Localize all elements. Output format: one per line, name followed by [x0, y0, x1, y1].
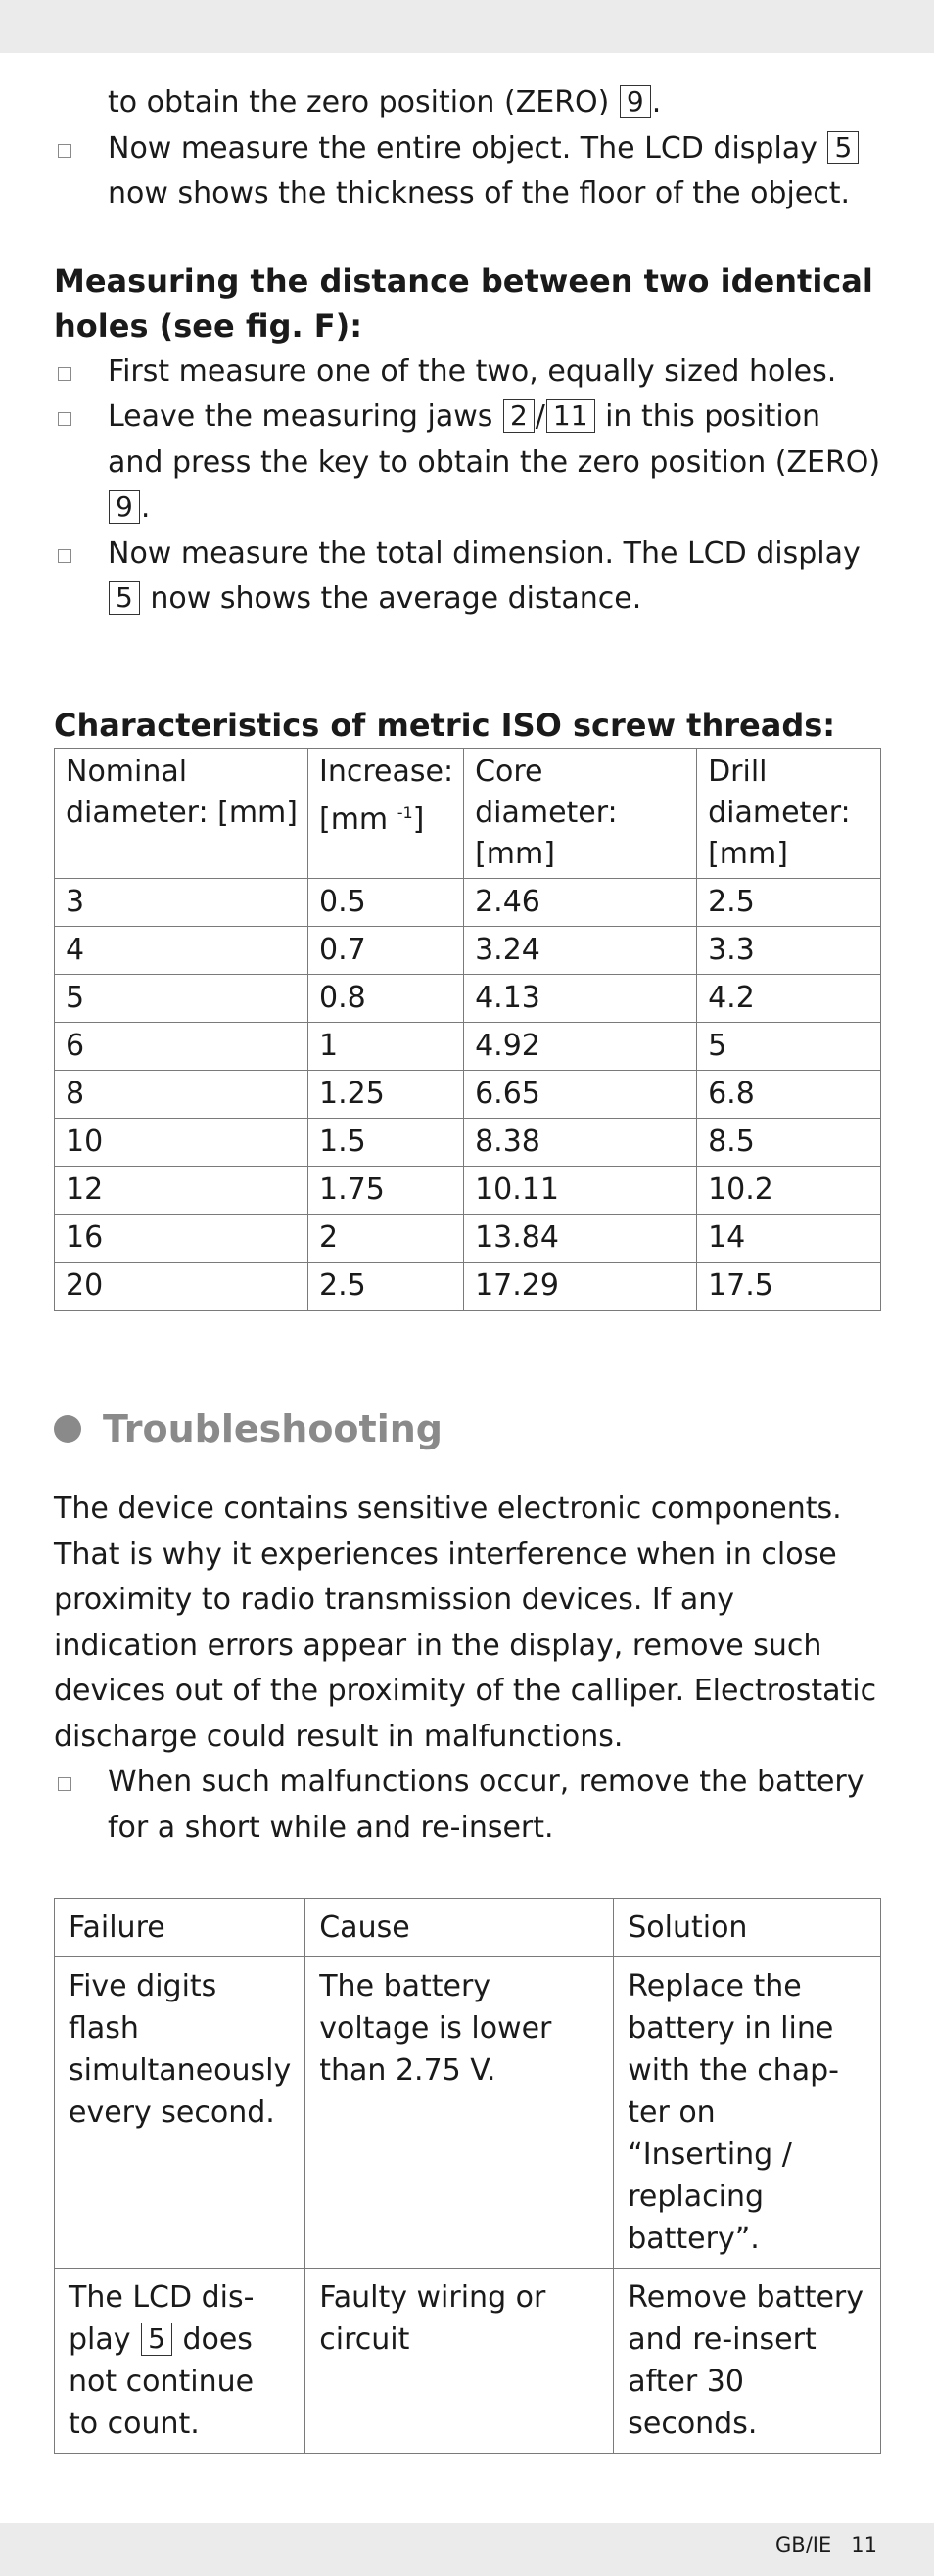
thread-cell: 4.92 [464, 1023, 697, 1071]
thread-cell: 1.25 [308, 1071, 464, 1119]
top-margin-band [0, 0, 934, 53]
failure-row [55, 2269, 881, 2454]
bullet-measure-object [54, 126, 881, 217]
solution-cell: Replace the battery in line with the chap-ter on “Inserting / replacing battery”. [614, 1957, 881, 2269]
solution-cell: Remove battery and re-insert after 30 seconds. [614, 2269, 881, 2454]
page-content [54, 80, 881, 2454]
thread-cell: 0.7 [308, 927, 464, 975]
threads-body [55, 879, 881, 1311]
bullet-text: Now measure the entire object. The LCD display [108, 130, 817, 165]
ref-5: 5 [141, 2323, 172, 2356]
thread-cell: 2.46 [464, 879, 697, 927]
checkbox-bullet-icon [58, 367, 71, 381]
checkbox-bullet-icon [58, 1777, 71, 1791]
thread-cell: 0.5 [308, 879, 464, 927]
thread-cell: 14 [697, 1215, 881, 1263]
ref-9: 9 [109, 490, 140, 524]
thread-cell: 10 [55, 1119, 308, 1167]
troubleshooting-intro: The device contains sensitive electronic components. That is why it experiences interference when in close proximity to radio transmission devices. If any indication errors appear in the display, remove such devices out of the proximity of the calliper. Electrostatic discharge could result in malfunctions. [54, 1492, 877, 1754]
thread-cell: 8.38 [464, 1119, 697, 1167]
thread-row [55, 1263, 881, 1311]
bullet-text: When such malfunctions occur, remove the battery for a short while and re-insert. [108, 1765, 864, 1845]
thread-cell: 10.2 [697, 1167, 881, 1215]
thread-cell: 13.84 [464, 1215, 697, 1263]
thread-row [55, 1023, 881, 1071]
header-cell: Drill diameter: [mm] [697, 749, 881, 879]
holes-heading: Measuring the distance between two identical holes (see fig. F): [54, 261, 873, 345]
thread-cell: 1.5 [308, 1119, 464, 1167]
continuation-line: to obtain the zero position (ZERO) 9 . [108, 85, 662, 119]
bullet-first-measure [54, 349, 881, 395]
separator: / [535, 399, 545, 434]
checkbox-bullet-icon [58, 144, 71, 158]
threads-table [54, 748, 881, 1311]
thread-row [55, 927, 881, 975]
thread-cell: 8.5 [697, 1119, 881, 1167]
thread-row [55, 1071, 881, 1119]
section-title: Troubleshooting [103, 1407, 443, 1450]
superscript: -1 [397, 804, 413, 822]
checkbox-bullet-icon [58, 549, 71, 563]
thread-cell: 17.5 [697, 1263, 881, 1311]
ref-9: 9 [620, 85, 651, 118]
thread-cell: 2.5 [308, 1263, 464, 1311]
thread-cell: 1.75 [308, 1167, 464, 1215]
ref-5: 5 [827, 131, 859, 164]
header-cause: Cause [305, 1899, 614, 1957]
failure-table [54, 1898, 881, 2454]
thread-cell: 12 [55, 1167, 308, 1215]
thread-row [55, 1119, 881, 1167]
thread-cell: 8 [55, 1071, 308, 1119]
failure-row [55, 1957, 881, 2269]
cell-text: does not continue to count. [69, 2323, 255, 2441]
checkbox-bullet-icon [58, 412, 71, 426]
bullet-dot-icon [54, 1415, 81, 1443]
header-solution: Solution [614, 1899, 881, 1957]
ref-5: 5 [109, 581, 140, 615]
thread-cell: 4.13 [464, 975, 697, 1023]
header-cell: Core diameter: [mm] [464, 749, 697, 879]
thread-row [55, 879, 881, 927]
thread-cell: 2.5 [697, 879, 881, 927]
thread-cell: 5 [697, 1023, 881, 1071]
thread-cell: 10.11 [464, 1167, 697, 1215]
thread-cell: 16 [55, 1215, 308, 1263]
page-number: GB/IE 11 [775, 2533, 877, 2556]
thread-cell: 6.65 [464, 1071, 697, 1119]
header-text: Increase: [mm [319, 755, 454, 837]
header-cell: Nominal diameter: [mm] [55, 749, 308, 879]
thread-cell: 4 [55, 927, 308, 975]
header-text: ] [412, 803, 425, 837]
thread-cell: 20 [55, 1263, 308, 1311]
bullet-text: in this position and press the key to obtain the zero position (ZERO) [108, 399, 881, 480]
cell-text: The LCD dis-play [69, 2280, 255, 2357]
thread-cell: 3 [55, 879, 308, 927]
threads-heading: Characteristics of metric ISO screw threads: [54, 706, 836, 744]
failure-header-row [55, 1899, 881, 1957]
failure-cell [55, 2269, 305, 2454]
cause-cell: Faulty wiring or circuit [305, 2269, 614, 2454]
ref-11: 11 [546, 399, 595, 433]
troubleshooting-title [54, 1404, 881, 1453]
bullet-text: now shows the thickness of the floor of the object. [108, 176, 851, 210]
bullet-text: First measure one of the two, equally sized holes. [108, 353, 837, 389]
bullet-text: Now measure the total dimension. The LCD display [108, 535, 861, 571]
thread-row [55, 1215, 881, 1263]
bullet-total-dimension [54, 531, 881, 622]
thread-cell: 0.8 [308, 975, 464, 1023]
thread-cell: 6 [55, 1023, 308, 1071]
thread-cell: 3.3 [697, 927, 881, 975]
thread-cell: 6.8 [697, 1071, 881, 1119]
continuation-text: to obtain the zero position (ZERO) [108, 85, 610, 119]
bullet-text: Leave the measuring jaws [108, 399, 493, 434]
header-failure: Failure [55, 1899, 305, 1957]
ref-2: 2 [503, 399, 535, 433]
thread-cell: 2 [308, 1215, 464, 1263]
cause-cell: The battery voltage is lower than 2.75 V. [305, 1957, 614, 2269]
threads-header-row [55, 749, 881, 879]
thread-cell: 17.29 [464, 1263, 697, 1311]
header-cell [308, 749, 464, 879]
thread-row [55, 975, 881, 1023]
failure-cell: Five digits flash simultaneously every second. [55, 1957, 305, 2269]
bullet-leave-jaws: Leave the measuring jaws 2 / 11 in this position and press the key to obtain the zero position (ZERO) 9 . [54, 394, 881, 531]
bullet-remove-battery [54, 1760, 881, 1851]
bullet-text: now shows the average distance. [150, 581, 642, 616]
thread-cell: 3.24 [464, 927, 697, 975]
thread-cell: 5 [55, 975, 308, 1023]
thread-row [55, 1167, 881, 1215]
thread-cell: 1 [308, 1023, 464, 1071]
thread-cell: 4.2 [697, 975, 881, 1023]
